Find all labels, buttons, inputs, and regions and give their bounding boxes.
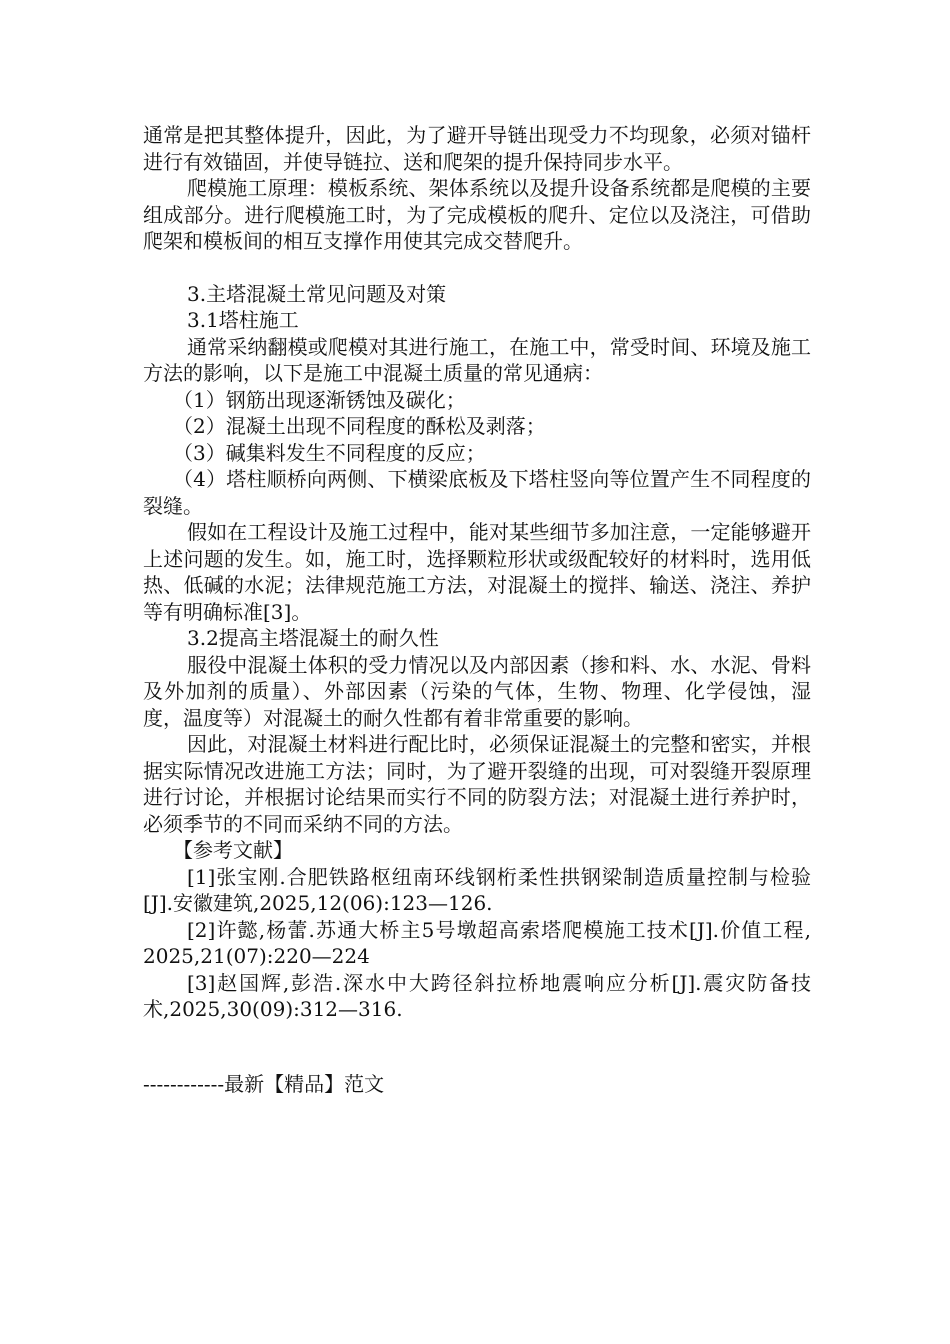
document-page	[143, 122, 811, 1023]
body-paragraph-4: 假如在工程设计及施工过程中，能对某些细节多加注意，一定能够避开上述问题的发生。如，施工时，选择颗粒形状或级配较好的材料时，选用低热、低碱的水泥；法律规范施工方法，对混凝土的搅拌、输送、浇注、养护等有明确标准[3]。	[143, 520, 811, 624]
body-paragraph-3: 通常采纳翻模或爬模对其进行施工，在施工中，常受时间、环境及施工方法的影响，以下是施工中混凝土质量的常见通病：	[143, 334, 811, 385]
list-item: （4）塔柱顺桥向两侧、下横梁底板及下塔柱竖向等位置产生不同程度的裂缝。	[143, 467, 811, 518]
section-3-heading: 3.主塔混凝土常见问题及对策	[187, 281, 447, 306]
paragraph-spacer	[143, 255, 811, 281]
reference-item: [3]赵国辉,彭浩.深水中大跨径斜拉桥地震响应分析[J].震灾防备技术,2025,30(09):312—316.	[143, 970, 811, 1021]
section-3-2-heading: 3.2提高主塔混凝土的耐久性	[187, 626, 439, 650]
body-paragraph-6: 因此，对混凝土材料进行配比时，必须保证混凝土的完整和密实，并根据实际情况改进施工方法；同时，为了避开裂缝的出现，可对裂缝开裂原理进行讨论，并根据讨论结果而实行不同的防裂方法；对混凝土进行养护时，必须季节的不同而采纳不同的方法。	[143, 732, 811, 836]
reference-item: [2]许懿,杨蕾.苏通大桥主5号墩超高索塔爬模施工技术[J].价值工程, 2025,21(07):220—224	[143, 917, 811, 968]
list-item: （3）碱集料发生不同程度的反应；	[173, 440, 486, 465]
body-paragraph-5: 服役中混凝土体积的受力情况以及内部因素（掺和料、水、水泥、骨料及外加剂的质量）、外部因素（污染的气体，生物、物理、化学侵蚀，湿度，温度等）对混凝土的耐久性都有着非常重要的影响。	[143, 652, 811, 730]
reference-item: [1]张宝刚.合肥铁路枢纽南环线钢桁柔性拱钢梁制造质量控制与检验[J].安徽建筑,2025,12(06):123—126.	[143, 864, 811, 915]
list-item: （2）混凝土出现不同程度的酥松及剥落；	[173, 414, 546, 438]
footer-text: ------------最新【精品】范文	[143, 1072, 385, 1096]
list-item: （1）钢筋出现逐渐锈蚀及碳化；	[173, 387, 466, 412]
references-heading: 【参考文献】	[173, 838, 293, 862]
body-paragraph-1: 通常是把其整体提升，因此，为了避开导链出现受力不均现象，必须对锚杆进行有效锚固，并使导链拉、送和爬架的提升保持同步水平。	[143, 123, 811, 174]
section-3-1-heading: 3.1塔柱施工	[187, 308, 299, 332]
body-paragraph-2: 爬模施工原理：模板系统、架体系统以及提升设备系统都是爬模的主要组成部分。进行爬模施工时，为了完成模板的爬升、定位以及浇注，可借助爬架和模板间的相互支撑作用使其完成交替爬升。	[143, 176, 811, 253]
